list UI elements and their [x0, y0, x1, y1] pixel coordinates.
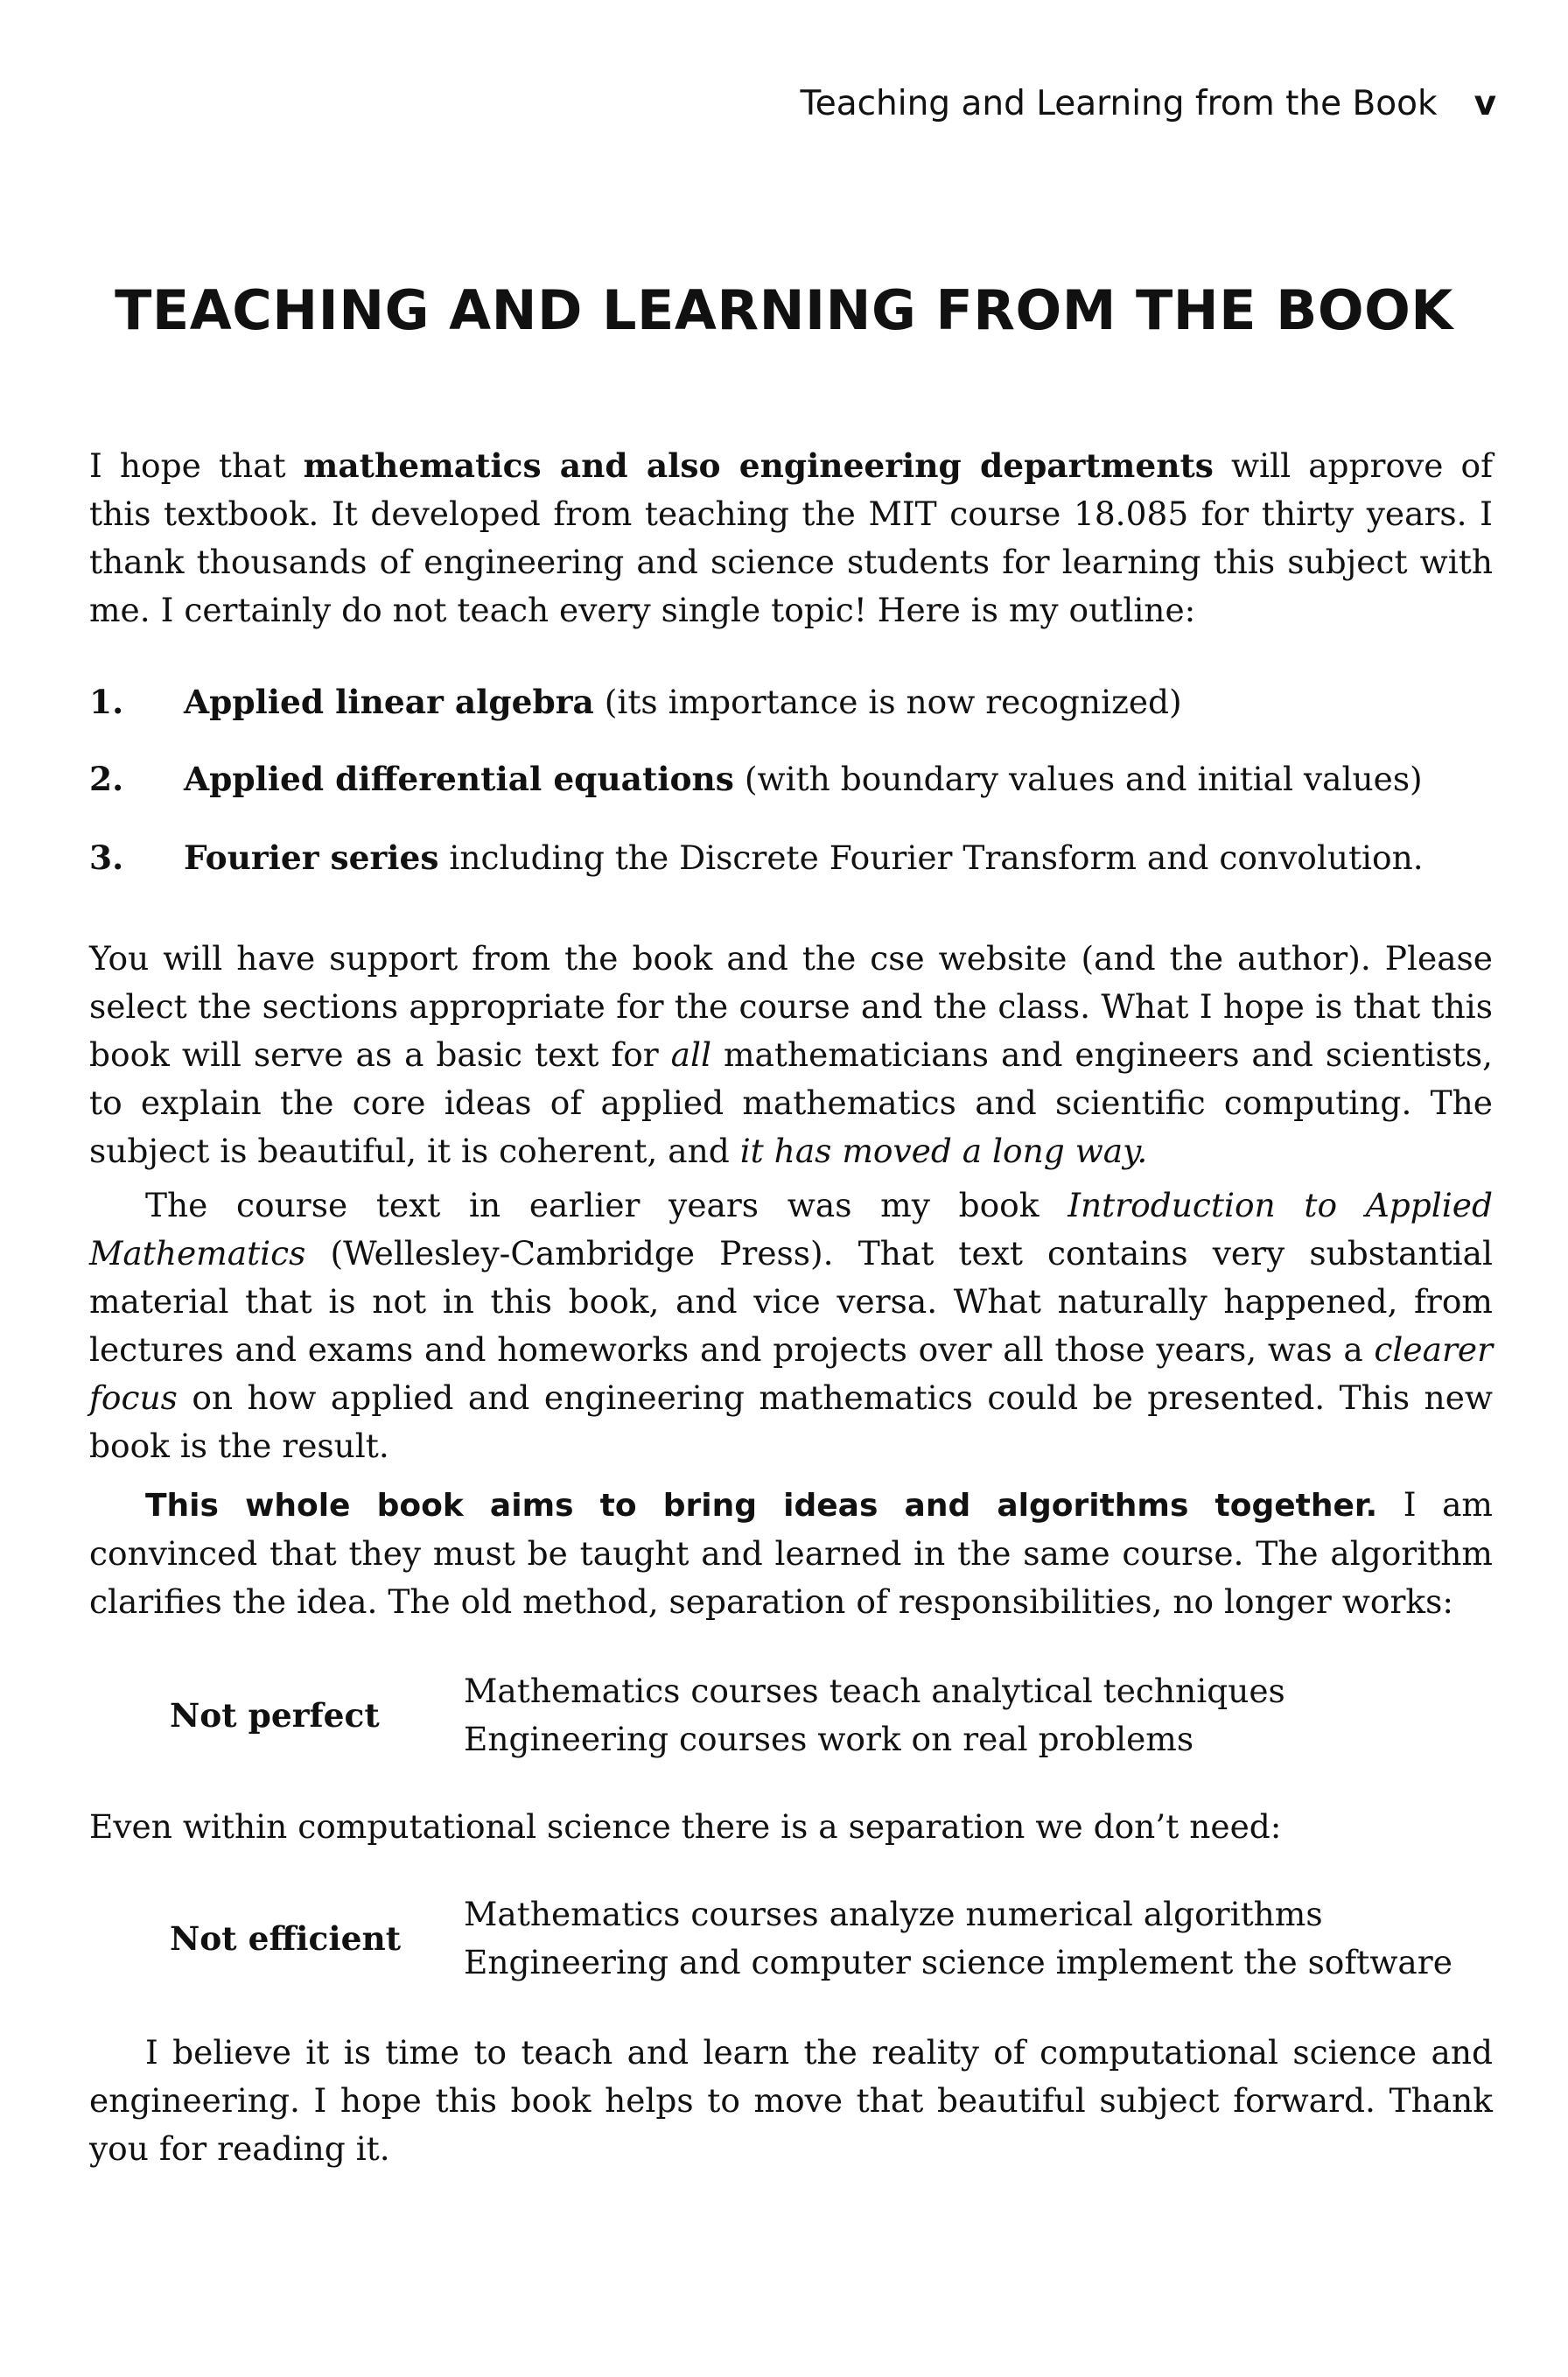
intro-text-1: I hope that	[89, 446, 304, 485]
aims-text: I am convinced that they must be taught and learned in the same course. The algorithm clarifies the idea. The old method, separation of responsibilities, no longer works:	[89, 1485, 1493, 1621]
support-paragraph	[89, 935, 1493, 1175]
running-header	[801, 84, 1497, 123]
book-title-italic: Introduction to Applied Mathematics	[89, 1186, 1493, 1273]
contrast-label: Not efficient	[170, 1919, 402, 1958]
intro-text-2: will approve of this textbook. It developed from teaching the MIT course 18.085 for thirty years. I thank thousands of engineering and science students for learning this subject with me. I certainly do not teach every single topic! Here is my outline:	[89, 446, 1493, 629]
closing-paragraph	[89, 2029, 1493, 2173]
list-item	[89, 683, 1182, 721]
list-title: Applied linear algebra	[184, 683, 594, 721]
aims-paragraph	[89, 1481, 1493, 1626]
support-text-2: mathematicians and engineers and scientists, to explain the core ideas of applied mathematics and scientific computing. The subject is beautiful, it is coherent, and	[89, 1035, 1493, 1170]
history-text-2: (Wellesley-Cambridge Press). That text contains very substantial material that is not in this book, and vice versa. What naturally happened, from lectures and exams and homeworks and projects over all those years, was a	[89, 1234, 1493, 1369]
intro-paragraph	[89, 442, 1493, 635]
contrast-line: Mathematics courses analyze numerical algorithms	[464, 1895, 1323, 1933]
closing-text: I believe it is time to teach and learn the reality of computational science and engineering. I hope this book helps to move that beautiful subject forward. Thank you for reading it.	[89, 2033, 1493, 2168]
between-paragraph	[89, 1803, 1493, 1851]
list-rest: including the Discrete Fourier Transform and convolution.	[438, 838, 1424, 877]
list-number: 1.	[89, 683, 124, 721]
list-title: Fourier series	[184, 838, 439, 877]
support-text-1: You will have support from the book and the cse website (and the author). Please select the sections appropriate for the course and the class. What I hope is that this book will serve as a basic text for	[89, 939, 1493, 1074]
list-item	[89, 838, 1424, 877]
contrast-line: Engineering and computer science implement the software	[464, 1943, 1452, 1981]
contrast-line: Mathematics courses teach analytical techniques	[464, 1672, 1285, 1710]
support-italic-2: it has moved a long way.	[739, 1132, 1148, 1170]
clearer-focus-italic: clearer focus	[89, 1330, 1493, 1417]
list-number: 2.	[89, 760, 124, 798]
list-item	[89, 760, 1423, 798]
list-rest: (with boundary values and initial values)	[733, 760, 1423, 798]
page-number: v	[1474, 84, 1496, 123]
list-rest: (its importance is now recognized)	[593, 683, 1182, 721]
contrast-line: Engineering courses work on real problems	[464, 1720, 1194, 1758]
list-number: 3.	[89, 838, 124, 877]
contrast-lines	[464, 1890, 1452, 1987]
history-text-3: on how applied and engineering mathematics could be presented. This new book is the result.	[89, 1378, 1493, 1465]
contrast-label: Not perfect	[170, 1696, 380, 1735]
between-text: Even within computational science there is a separation we don’t need:	[89, 1807, 1282, 1846]
list-title: Applied differential equations	[184, 760, 734, 798]
chapter-title: TEACHING AND LEARNING FROM THE BOOK	[115, 278, 1453, 342]
support-italic-1: all	[670, 1035, 712, 1074]
running-title: Teaching and Learning from the Book	[800, 84, 1438, 123]
aims-lead-in: This whole book aims to bring ideas and algorithms together.	[145, 1488, 1378, 1524]
history-paragraph	[89, 1181, 1493, 1470]
history-text-1: The course text in earlier years was my book	[145, 1186, 1068, 1224]
intro-bold: mathematics and also engineering departments	[303, 446, 1214, 485]
contrast-lines	[464, 1667, 1285, 1763]
